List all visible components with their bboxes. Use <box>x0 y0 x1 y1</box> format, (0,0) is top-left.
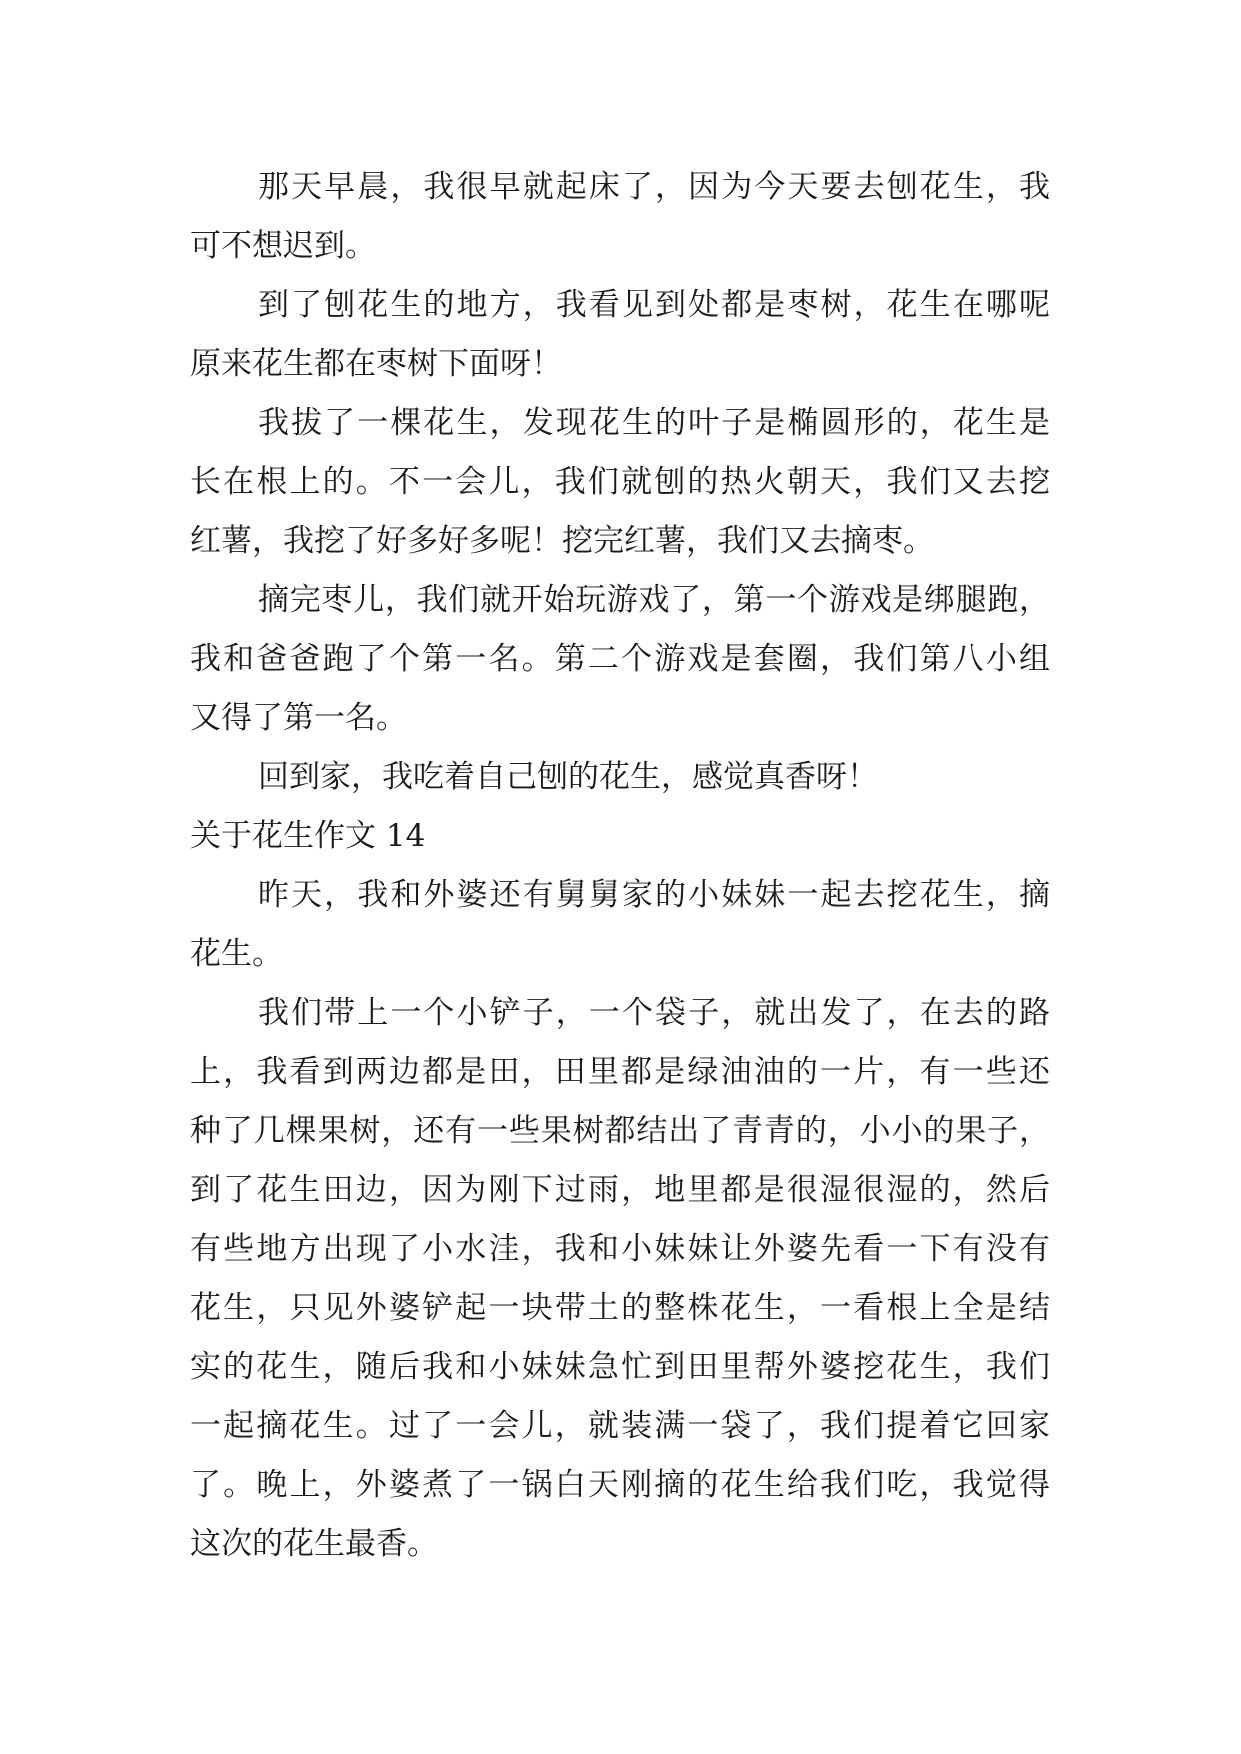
paragraph-line: 花生，只见外婆铲起一块带土的整株花生，一看根上全是结 <box>190 1290 1050 1326</box>
paragraph-line: 我们带上一个小铲子，一个袋子，就出发了，在去的路 <box>258 995 1050 1031</box>
paragraph-line: 原来花生都在枣树下面呀！ <box>190 346 562 382</box>
paragraph-line: 可不想迟到。 <box>190 228 376 264</box>
paragraph-line: 回到家，我吃着自己刨的花生，感觉真香呀！ <box>258 759 878 795</box>
section-heading: 关于花生作文 14 <box>190 818 426 854</box>
paragraph-line: 那天早晨，我很早就起床了，因为今天要去刨花生，我 <box>258 169 1050 205</box>
paragraph-line: 花生。 <box>190 936 283 972</box>
paragraph-line: 一起摘花生。过了一会儿，就装满一袋了，我们提着它回家 <box>190 1408 1050 1444</box>
paragraph-line: 种了几棵果树，还有一些果树都结出了青青的，小小的果子， <box>190 1113 1050 1149</box>
paragraph-line: 有些地方出现了小水洼，我和小妹妹让外婆先看一下有没有 <box>190 1231 1050 1267</box>
paragraph-line: 长在根上的。不一会儿，我们就刨的热火朝天，我们又去挖 <box>190 464 1050 500</box>
paragraph-line: 我拔了一棵花生，发现花生的叶子是椭圆形的，花生是 <box>258 405 1050 441</box>
paragraph-line: 我和爸爸跑了个第一名。第二个游戏是套圈，我们第八小组 <box>190 641 1050 677</box>
paragraph-line: 实的花生，随后我和小妹妹急忙到田里帮外婆挖花生，我们 <box>190 1349 1050 1385</box>
paragraph-line: 上，我看到两边都是田，田里都是绿油油的一片，有一些还 <box>190 1054 1050 1090</box>
paragraph-line: 到了花生田边，因为刚下过雨，地里都是很湿很湿的，然后 <box>190 1172 1050 1208</box>
paragraph-line: 又得了第一名。 <box>190 700 407 736</box>
paragraph-line: 了。晚上，外婆煮了一锅白天刚摘的花生给我们吃，我觉得 <box>190 1467 1050 1503</box>
paragraph-line: 摘完枣儿，我们就开始玩游戏了，第一个游戏是绑腿跑， <box>258 582 1050 618</box>
paragraph-line: 昨天，我和外婆还有舅舅家的小妹妹一起去挖花生，摘 <box>258 877 1050 913</box>
document-body <box>190 158 1050 1574</box>
paragraph-line: 这次的花生最香。 <box>190 1526 438 1562</box>
paragraph-line: 到了刨花生的地方，我看见到处都是枣树，花生在哪呢 <box>258 287 1050 323</box>
paragraph-line: 红薯，我挖了好多好多呢！挖完红薯，我们又去摘枣。 <box>190 523 934 559</box>
